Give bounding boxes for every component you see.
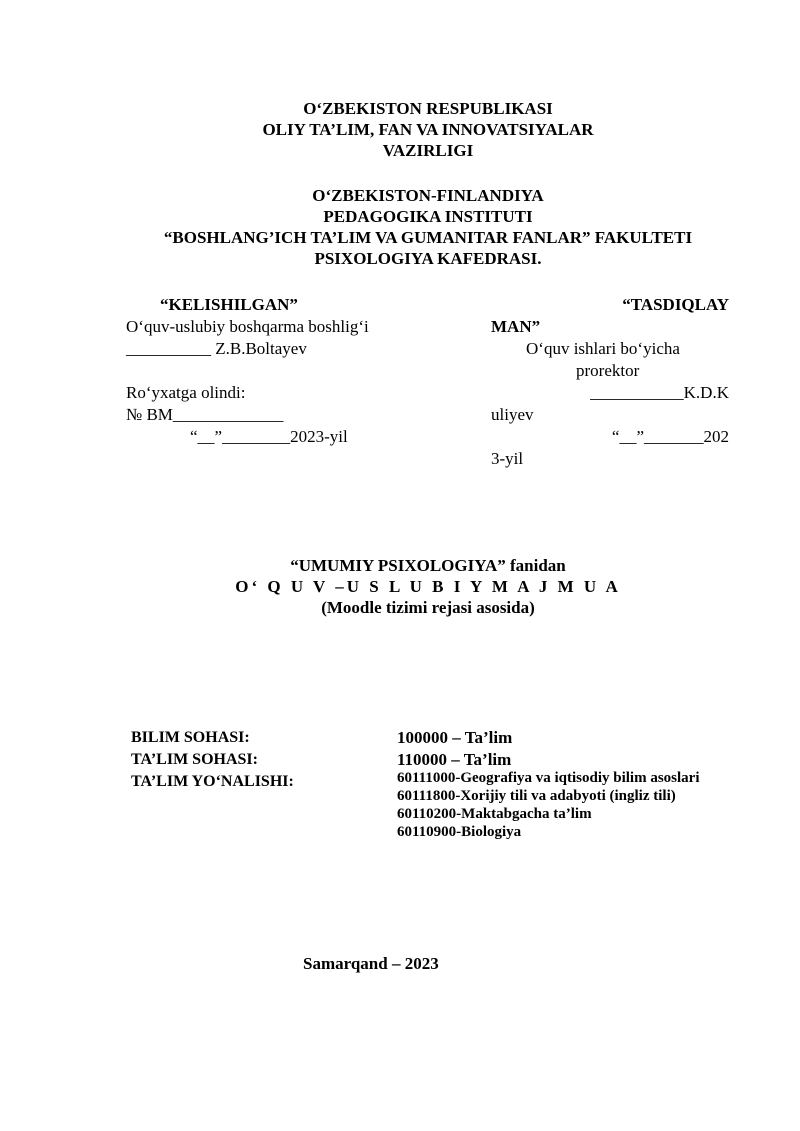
right-signer-part1: ___________K.D.K [590, 383, 729, 402]
place-and-year: Samarqand – 2023 [303, 954, 439, 973]
header-line-4: O‘ZBEKISTON-FINLANDIYA [312, 186, 544, 205]
right-signer-part2: uliyev [491, 405, 534, 424]
header-line-2: OLIY TA’LIM, FAN VA INNOVATSIYALAR [262, 120, 594, 139]
right-date-part1: “__”_______202 [611, 427, 729, 446]
yonalish-item: 60110900-Biologiya [397, 824, 522, 840]
course-basis: (Moodle tizimi rejasi asosida) [321, 598, 535, 617]
tasdiqlayman-title-part1: “TASDIQLAY [622, 295, 729, 314]
course-subject: “UMUMIY PSIXOLOGIYA” fanidan [290, 556, 566, 575]
talim-sohasi-value: 110000 – Ta’lim [397, 750, 512, 769]
header-line-1: O‘ZBEKISTON RESPUBLIKASI [303, 99, 553, 118]
header-line-5: PEDAGOGIKA INSTITUTI [323, 207, 533, 226]
right-role-line-2: prorektor [576, 361, 640, 380]
document-type: O‘ Q U V –U S L U B I Y M A J M U A [235, 577, 621, 596]
course-title-block [0, 555, 800, 618]
left-date: “__”________2023-yil [190, 427, 348, 446]
ministry-header [0, 98, 800, 161]
talim-yonalishi-label: TA’LIM YO‘NALISHI: [131, 773, 294, 790]
institute-header [0, 185, 800, 269]
bilim-sohasi-value: 100000 – Ta’lim [397, 728, 513, 747]
registration-number: № BM_____________ [126, 405, 284, 424]
talim-sohasi-label: TA’LIM SOHASI: [131, 751, 258, 768]
bilim-sohasi-label: BILIM SOHASI: [131, 729, 250, 746]
right-date-part2: 3-yil [491, 449, 524, 468]
registered-label: Ro‘yxatga olindi: [126, 383, 246, 402]
right-role-line-1: O‘quv ishlari bo‘yicha [526, 339, 680, 358]
left-signer: __________ Z.B.Boltayev [126, 339, 307, 358]
left-role: O‘quv-uslubiy boshqarma boshlig‘i [126, 317, 369, 336]
kelishilgan-title: “KELISHILGAN” [160, 295, 298, 314]
tasdiqlayman-title-part2: MAN” [491, 317, 541, 336]
talim-yonalishi-list [397, 769, 700, 841]
header-line-6: “BOSHLANG’ICH TA’LIM VA GUMANITAR FANLAR” FAKULTETI [163, 228, 693, 247]
header-line-3: VAZIRLIGI [382, 141, 474, 160]
header-line-7: PSIXOLOGIYA KAFEDRASI. [314, 249, 542, 268]
yonalish-item: 60110200-Maktabgacha ta’lim [397, 806, 592, 822]
yonalish-item: 60111800-Xorijiy tili va adabyoti (ingliz tili) [397, 788, 676, 804]
yonalish-item: 60111000-Geografiya va iqtisodiy bilim asoslari [397, 770, 700, 786]
